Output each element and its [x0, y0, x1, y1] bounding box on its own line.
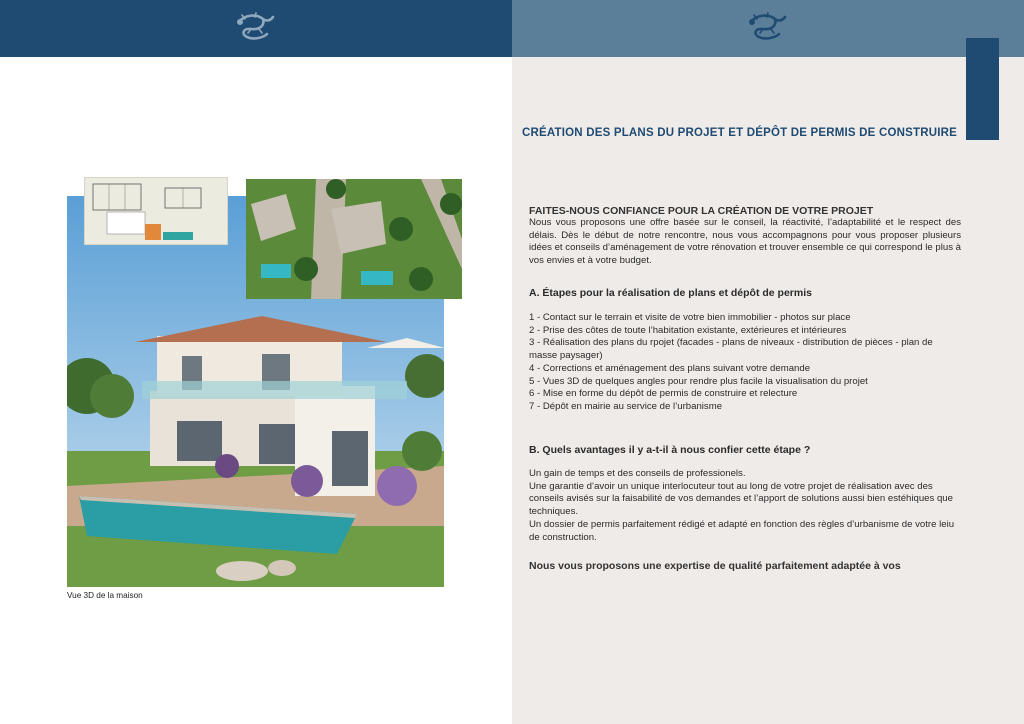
- floor-plan-image: [84, 177, 228, 245]
- image-caption: Vue 3D de la maison: [67, 591, 143, 600]
- step-item: 7 - Dépôt en mairie au service de l’urbanisme: [529, 400, 723, 412]
- header-band-left: [0, 0, 512, 57]
- intro-heading: FAITES-NOUS CONFIANCE POUR LA CRÉATION DE VOTRE PROJET: [529, 205, 874, 217]
- section-a-heading: A. Étapes pour la réalisation de plans et dépôt de permis: [529, 287, 812, 299]
- aerial-site-view-image: [246, 179, 462, 299]
- page-tab-marker: [966, 38, 999, 140]
- paragraph: Un gain de temps et des conseils de professionels.: [529, 468, 746, 479]
- section-title: CRÉATION DES PLANS DU PROJET ET DÉPÔT DE PERMIS DE CONSTRUIRE: [522, 127, 957, 139]
- paragraph: Une garantie d’avoir un unique interlocuteur tout au long de votre projet de réalisation avec des conseils avisés sur la faisabilité de vos demandes et l’apport de solutions aussi bien estéhiques que techniques.: [529, 480, 953, 518]
- steps-list: [529, 312, 961, 414]
- step-item: 6 - Mise en forme du dépôt de permis de construire et relecture: [529, 388, 798, 400]
- intro-body: Nous vous proposons une offre basée sur le conseil, la réactivité, l’adaptabilité et le respect des délais. Dès le début de notre rencontre, nous vous accompagnons pour vous proposer plusieurs idées et conseils d’aménagement de votre rénovation et trouver ensemble ce qui correspond le plus à vos envies et à votre budget.: [529, 217, 961, 267]
- paragraph: Un dossier de permis parfaitement rédigé et adapté en fonction des règles d’urbanisme de votre leiu de construction.: [529, 518, 955, 543]
- step-item: 3 - Réalisation des plans du rpojet (facades - plans de niveaux - distribution de pièces - plan de masse paysager): [529, 337, 933, 362]
- salamander-logo-icon: [743, 10, 789, 44]
- salamander-logo-icon: [231, 10, 277, 44]
- closing-statement: Nous vous proposons une expertise de qualité parfaitement adaptée à vos: [529, 560, 901, 572]
- step-item: 4 - Corrections et aménagement des plans suivant votre demande: [529, 362, 811, 374]
- header-band-right: [512, 0, 1024, 57]
- section-b-heading: B. Quels avantages il y a-t-il à nous confier cette étape ?: [529, 444, 811, 456]
- section-b-paragraphs: [529, 468, 961, 544]
- step-item: 2 - Prise des côtes de toute l’habitation existante, extérieures et intérieures: [529, 324, 847, 336]
- step-item: 1 - Contact sur le terrain et visite de votre bien immobilier - photos sur place: [529, 312, 851, 323]
- step-item: 5 - Vues 3D de quelques angles pour rendre plus facile la visualisation du projet: [529, 375, 868, 387]
